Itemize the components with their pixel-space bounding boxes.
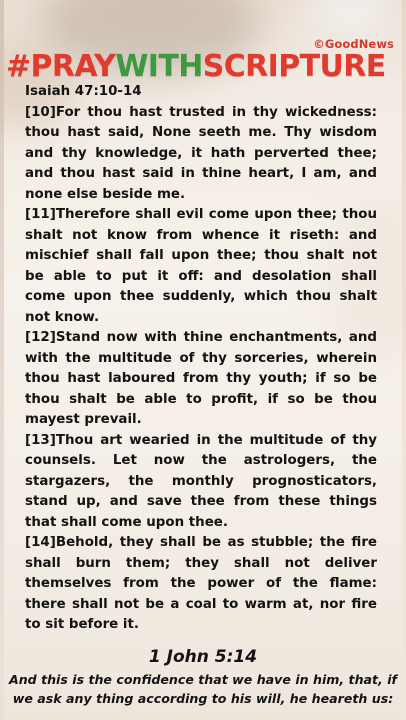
footer-verse-text: And this is the confidence that we have in him, that, if we ask any thing according to his will, he heareth us: — [8, 672, 398, 706]
verse-12: [12]Stand now with thine enchantments, and with the multitude of thy sorceries, wherein thou hast laboured from thy youth; if so be thou shalt be able to profit, if so be thou mayest prevail. — [25, 330, 377, 427]
hashtag-word-with: WITH — [115, 49, 203, 84]
passage-reference: Isaiah 47:10-14 — [25, 84, 142, 99]
background-blur — [306, 0, 396, 40]
left-edge-stripe — [0, 0, 4, 720]
hashtag-word-pray: PRAY — [30, 49, 116, 84]
hashtag-word-scripture: SCRIPTURE — [202, 49, 386, 84]
brand-watermark: ©GoodNews — [313, 37, 394, 51]
hashtag-hash: # — [6, 49, 31, 84]
hashtag-title — [6, 49, 402, 85]
verse-11: [11]Therefore shall evil come upon thee; thou shalt not know from whence it riseth: and mischief shall fall upon thee; thou shalt not be able to put it off: and desolation shall come upon thee suddenly, which thou shalt not know. — [25, 207, 377, 325]
verse-13: [13]Thou art wearied in the multitude of thy counsels. Let now the astrologers, the stargazers, the monthly prognosticators, stand up, and save thee from these things that shall come upon thee. — [25, 432, 377, 530]
scripture-passage — [25, 82, 377, 636]
footer-reference: 1 John 5:14 — [148, 647, 258, 667]
verse-14: [14]Behold, they shall be as stubble; the fire shall burn them; they shall not deliver themselves from the power of the flame: there shall not be a coal to warm at, nor fire to sit before it. — [25, 535, 377, 632]
verse-10: [10]For thou hast trusted in thy wickedness: thou hast said, None seeth me. Thy wisdom and thy knowledge, it hath perverted thee; and thou hast said in thine heart, I am, and none else beside me. — [25, 104, 377, 202]
right-edge-stripe — [402, 0, 406, 720]
